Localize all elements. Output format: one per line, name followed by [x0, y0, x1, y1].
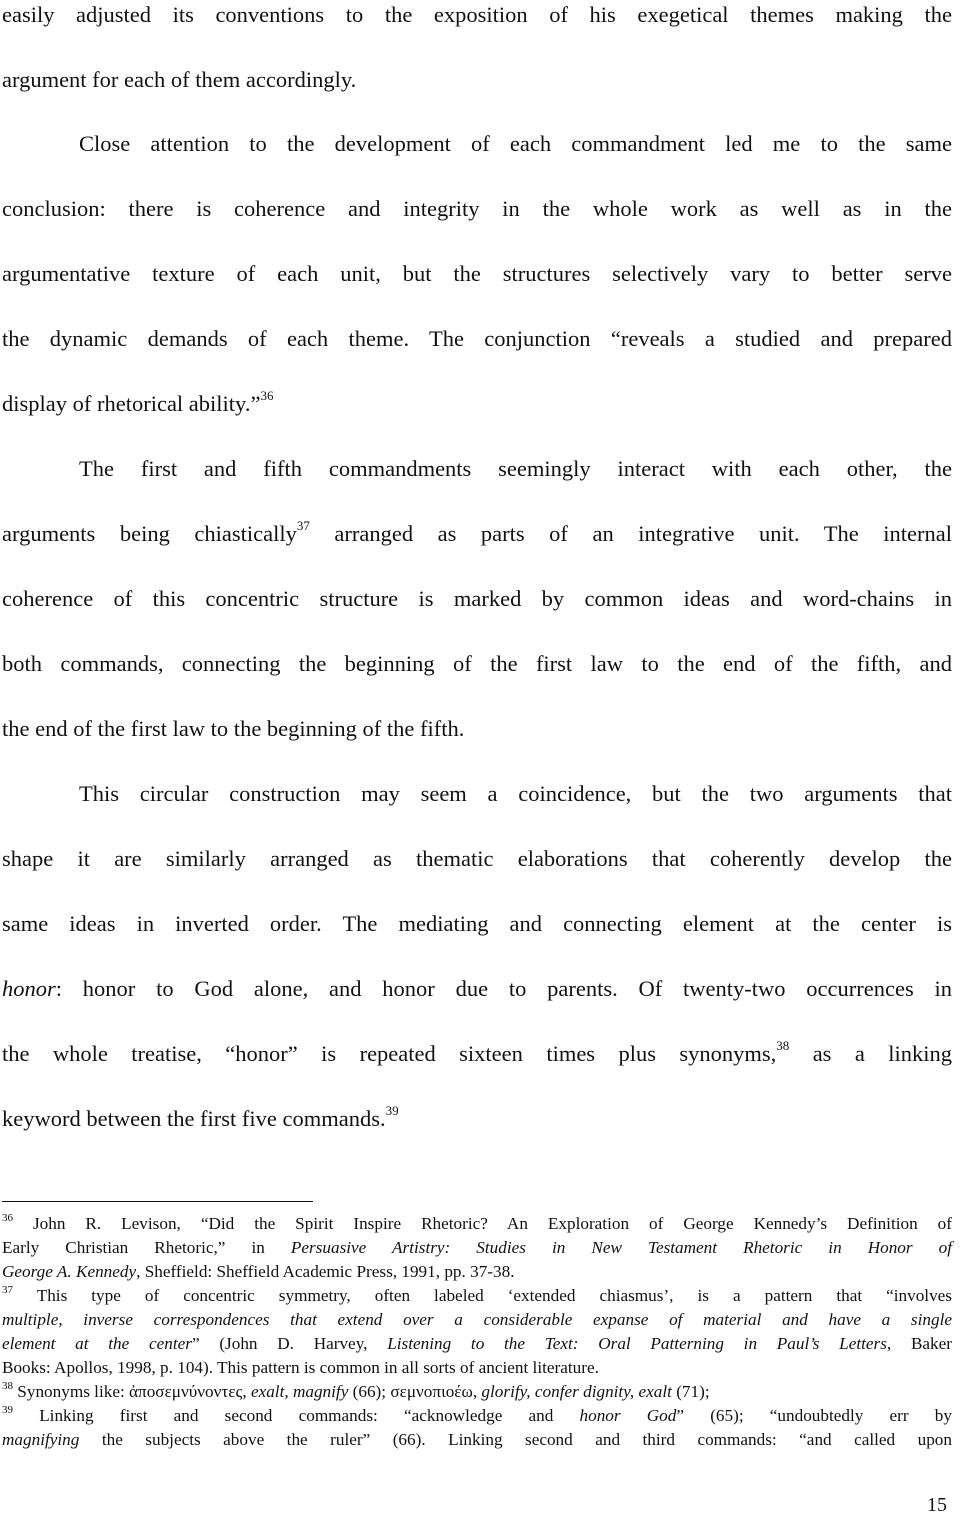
body-line: the end of the first law to the beginning of the fifth.: [2, 716, 465, 741]
footnote-ref-37[interactable]: 37: [296, 518, 310, 533]
body-line: easily adjusted its conventions to the exposition of his exegetical themes making the: [2, 2, 952, 27]
body-line: Close attention to the development of each commandment led me to the same: [79, 131, 952, 156]
body-line: argumentative texture of each unit, but the structures selectively vary to better serve: [2, 261, 952, 286]
footnote-37: $^{37}$ This type of concentric symmetry, often labeled ‘extended chiasmus’, is a pattern that “involves: [2, 1284, 952, 1305]
body-line: same ideas in inverted order. The mediating and connecting element at the center is: [2, 911, 952, 936]
footnote-line: Early Christian Rhetoric,” in Persuasive Artistry: Studies in New Testament Rhetoric in Honor of: [2, 1238, 952, 1257]
footnote-ref-38[interactable]: 38: [776, 1038, 790, 1053]
body-line: the whole treatise, “honor” is repeated sixteen times plus synonyms,$^{38}$ as a linking: [2, 1038, 952, 1066]
body-line: both commands, connecting the beginning of the first law to the end of the fifth, and: [2, 651, 952, 676]
footnote-line: multiple, inverse correspondences that extend over a considerable expanse of material and have a single: [2, 1310, 952, 1329]
footnote-38: $^{38}$ Synonyms like: ἀποσεμνύνοντες, exalt, magnify (66); σεμνοπιοέω, glorify, confer dignity, exalt (71);: [2, 1380, 710, 1401]
footnote-line: Books: Apollos, 1998, p. 104). This pattern is common in all sorts of ancient literature.: [2, 1358, 599, 1377]
footnote-ref-36[interactable]: 36: [260, 388, 274, 403]
body-line: shape it are similarly arranged as thematic elaborations that coherently develop the: [2, 846, 952, 871]
body-line: conclusion: there is coherence and integrity in the whole work as well as in the: [2, 196, 952, 221]
body-line: the dynamic demands of each theme. The conjunction “reveals a studied and prepared: [2, 326, 952, 351]
footnote-line: magnifying the subjects above the ruler” (66). Linking second and third commands: “and called upon: [2, 1430, 952, 1449]
body-line: coherence of this concentric structure is marked by common ideas and word-chains in: [2, 586, 952, 611]
body-line: The first and fifth commandments seemingly interact with each other, the: [79, 456, 952, 481]
footnote-ref-39[interactable]: 39: [385, 1103, 399, 1118]
body-line: keyword between the first five commands.$^{39}$: [2, 1103, 399, 1131]
footnote-39: $^{39}$ Linking first and second commands: “acknowledge and honor God” (65); “undoubtedly err by: [2, 1404, 952, 1425]
body-line: arguments being chiastically$^{37}$ arranged as parts of an integrative unit. The internal: [2, 518, 952, 546]
emphasis-honor: honor: [2, 976, 56, 1001]
page-number: 15: [927, 1494, 947, 1516]
body-line: honor: honor to God alone, and honor due to parents. Of twenty-two occurrences in: [2, 976, 952, 1001]
footnote-36: $^{36}$ John R. Levison, “Did the Spirit Inspire Rhetoric? An Exploration of George Kennedy’s Definition of: [2, 1212, 952, 1233]
body-line: display of rhetorical ability.”$^{36}$: [2, 388, 274, 416]
body-line: argument for each of them accordingly.: [2, 67, 357, 92]
footnote-line: George A. Kennedy, Sheffield: Sheffield Academic Press, 1991, pp. 37-38.: [2, 1262, 515, 1281]
footnote-separator: [2, 1201, 313, 1202]
body-line: This circular construction may seem a coincidence, but the two arguments that: [79, 781, 952, 806]
footnote-line: element at the center” (John D. Harvey, Listening to the Text: Oral Patterning in Paul’s Letters, Baker: [2, 1334, 952, 1353]
